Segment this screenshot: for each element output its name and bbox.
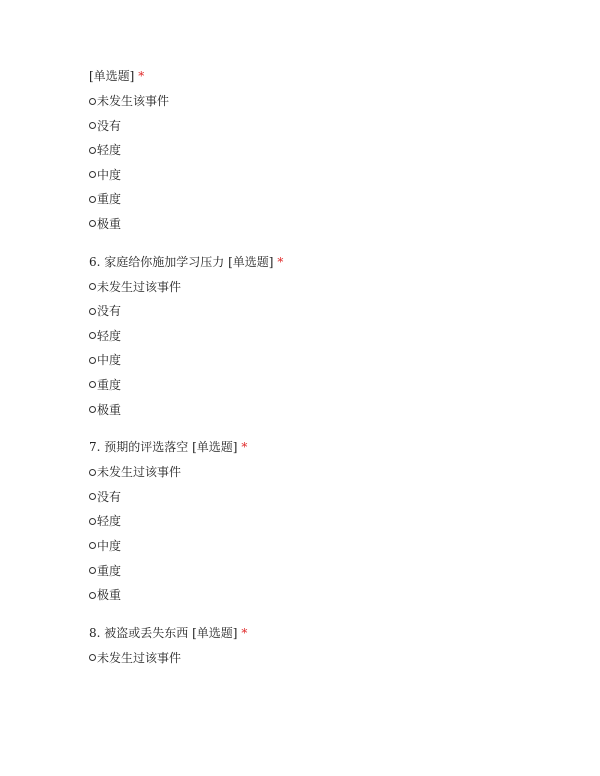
option-label: 重度 xyxy=(97,192,122,207)
option-label: 未发生过该事件 xyxy=(97,279,182,294)
option-label: 重度 xyxy=(97,563,122,578)
radio-icon[interactable] xyxy=(89,592,96,599)
radio-icon[interactable] xyxy=(89,332,96,339)
radio-icon[interactable] xyxy=(89,406,96,413)
option-not-occurred[interactable] xyxy=(89,279,569,295)
option-not-occurred[interactable] xyxy=(89,93,569,109)
option-label: 极重 xyxy=(97,216,122,231)
survey-page xyxy=(89,68,569,674)
option-label: 中度 xyxy=(97,538,122,553)
option-label: 轻度 xyxy=(97,328,122,343)
option-extreme[interactable] xyxy=(89,216,569,232)
question-text: 被盗或丢失东西 xyxy=(104,625,189,640)
option-none[interactable] xyxy=(89,489,569,505)
question-type: [单选题] xyxy=(192,440,238,455)
question-number: 7. xyxy=(89,440,101,455)
option-moderate[interactable] xyxy=(89,352,569,368)
required-mark: * xyxy=(241,625,248,640)
radio-icon[interactable] xyxy=(89,308,96,315)
radio-icon[interactable] xyxy=(89,98,96,105)
radio-icon[interactable] xyxy=(89,147,96,154)
option-label: 中度 xyxy=(97,353,122,368)
radio-icon[interactable] xyxy=(89,357,96,364)
option-extreme[interactable] xyxy=(89,587,569,603)
question-number: 6. xyxy=(89,254,101,269)
radio-icon[interactable] xyxy=(89,654,96,661)
option-label: 极重 xyxy=(97,402,122,417)
option-not-occurred[interactable] xyxy=(89,464,569,480)
required-mark: * xyxy=(277,254,284,269)
option-label: 没有 xyxy=(97,118,122,133)
radio-icon[interactable] xyxy=(89,122,96,129)
question-title xyxy=(89,439,569,455)
question-type: [单选题] xyxy=(89,69,135,83)
question-6 xyxy=(89,254,569,418)
option-label: 轻度 xyxy=(97,514,122,529)
radio-icon[interactable] xyxy=(89,196,96,203)
required-mark: * xyxy=(138,69,145,83)
option-extreme[interactable] xyxy=(89,402,569,418)
question-title xyxy=(89,68,569,84)
radio-icon[interactable] xyxy=(89,493,96,500)
option-label: 没有 xyxy=(97,304,122,319)
question-title xyxy=(89,625,569,641)
radio-icon[interactable] xyxy=(89,518,96,525)
required-mark: * xyxy=(241,440,248,455)
option-moderate[interactable] xyxy=(89,538,569,554)
radio-icon[interactable] xyxy=(89,542,96,549)
option-label: 未发生过该事件 xyxy=(97,465,182,480)
question-text: 家庭给你施加学习压力 xyxy=(104,254,225,269)
option-label: 极重 xyxy=(97,588,122,603)
option-severe[interactable] xyxy=(89,191,569,207)
option-label: 中度 xyxy=(97,167,122,182)
question-type: [单选题] xyxy=(228,254,274,269)
option-severe[interactable] xyxy=(89,563,569,579)
option-mild[interactable] xyxy=(89,142,569,158)
option-label: 重度 xyxy=(97,377,122,392)
question-type: [单选题] xyxy=(192,625,238,640)
option-label: 轻度 xyxy=(97,143,122,158)
spacer xyxy=(89,241,569,254)
option-mild[interactable] xyxy=(89,328,569,344)
option-not-occurred[interactable] xyxy=(89,650,569,666)
option-moderate[interactable] xyxy=(89,167,569,183)
spacer xyxy=(89,426,569,439)
option-label: 未发生过该事件 xyxy=(97,650,182,665)
question-7 xyxy=(89,439,569,603)
radio-icon[interactable] xyxy=(89,567,96,574)
question-number: 8. xyxy=(89,625,101,640)
question-title xyxy=(89,254,569,270)
radio-icon[interactable] xyxy=(89,381,96,388)
radio-icon[interactable] xyxy=(89,220,96,227)
question-8 xyxy=(89,625,569,666)
option-none[interactable] xyxy=(89,303,569,319)
option-severe[interactable] xyxy=(89,377,569,393)
question-5 xyxy=(89,68,569,232)
option-label: 没有 xyxy=(97,489,122,504)
radio-icon[interactable] xyxy=(89,283,96,290)
radio-icon[interactable] xyxy=(89,171,96,178)
option-none[interactable] xyxy=(89,118,569,134)
question-text: 预期的评选落空 xyxy=(104,440,189,455)
radio-icon[interactable] xyxy=(89,469,96,476)
option-mild[interactable] xyxy=(89,513,569,529)
spacer xyxy=(89,612,569,625)
option-label: 未发生该事件 xyxy=(97,94,170,108)
